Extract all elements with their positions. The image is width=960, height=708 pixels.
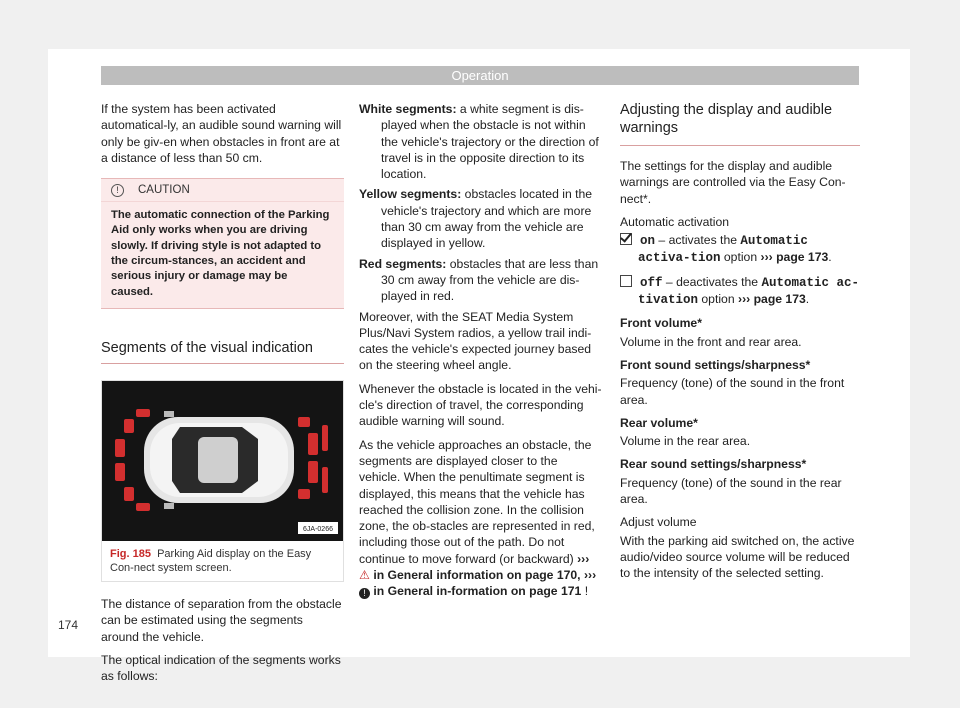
figure-caption — [102, 541, 343, 581]
ref-page-173[interactable]: page 173 — [776, 250, 829, 265]
intro-paragraph: If the system has been activated automatical-ly, an audible sound warning will only be giv-en when obstacles in front are at a distance of less than 50 cm. — [101, 102, 342, 165]
rear-volume-text: Volume in the rear area. — [620, 434, 751, 449]
paragraph-audible: Whenever the obstacle is located in the vehi-cle's direction of travel, the corresponding audible warning will sound. — [359, 381, 602, 429]
red-term: Red segments: — [359, 256, 447, 271]
option-off: off – deactivates the Automatic ac-tivation option ››› page 173. — [620, 274, 860, 309]
paragraph-settings: The settings for the display and audible warnings are controlled via the Easy Con-nect*. — [620, 159, 846, 206]
caution-label: CAUTION — [138, 184, 190, 197]
paragraph-optical: The optical indication of the segments works as follows: — [101, 652, 341, 684]
adjust-volume-label: Adjust volume — [620, 515, 697, 530]
figure-code: 6JA-0266 — [303, 525, 333, 533]
front-volume-text: Volume in the front and rear area. — [620, 334, 802, 349]
paragraph-distance: The distance of separation from the obstacle can be estimated using the segments around the vehicle. — [101, 596, 342, 644]
car-top-view-icon — [144, 411, 294, 509]
section-title-adjusting: Adjusting the display and audible warnings — [620, 101, 860, 146]
caution-header — [101, 179, 344, 202]
column-3 — [620, 101, 860, 589]
rear-sound-label: Rear sound settings/sharpness* — [620, 457, 807, 472]
white-term: White segments: — [359, 102, 457, 116]
column-2 — [359, 101, 602, 607]
rear-volume-label: Rear volume* — [620, 415, 698, 430]
ref-general-171[interactable]: in General in-formation on page 171 — [373, 584, 582, 599]
figure-caption-text: Parking Aid display on the Easy Con-nect system screen. — [110, 547, 312, 574]
ref-arrow-2: ››› — [583, 568, 597, 583]
automatic-activation-label: Automatic activation — [620, 214, 730, 229]
figure-185 — [101, 380, 344, 582]
white-segments-def: White segments: a white segment is dis-played when the obstacle is not within the vehicle's trajectory or the direction of travel is in the opposite direction to its location. — [359, 102, 599, 182]
front-volume-label: Front volume* — [620, 316, 702, 331]
unchecked-box-icon — [620, 275, 632, 287]
option-on: on – activates the Automatic activa-tion option ››› page 173. — [620, 232, 860, 267]
column-1 — [101, 101, 344, 691]
front-sound-text: Frequency (tone) of the sound in the front area. — [620, 376, 845, 407]
figure-label: Fig. 185 — [110, 547, 151, 560]
paragraph-collision: As the vehicle approaches an obstacle, the segments are displayed closer to the vehicle. When the penultimate segment is displayed, this means that the vehicle has reached the collision zone. In the collision zone, the ob-stacles are represented in red, including those out of the path. Do not continue to move forward (or backward) ››› ⚠ in General information on page 170, ››› ! in General in-formation on page 171 ! — [359, 437, 597, 599]
caution-box — [101, 178, 344, 309]
ref-page-173-b[interactable]: page 173 — [753, 292, 806, 307]
adjust-volume-text: With the parking aid switched on, the active audio/video source volume will be reduced to the intensity of the selected setting. — [620, 533, 855, 581]
page-number: 174 — [58, 618, 79, 632]
section-title: Segments of the visual indication — [101, 339, 344, 364]
ref-general-170[interactable]: in General information on page 170, — [373, 568, 581, 583]
front-sound-label: Front sound settings/sharpness* — [620, 357, 811, 372]
parking-aid-image — [102, 381, 343, 541]
ref-arrow: ››› — [577, 551, 590, 566]
red-segments-def: Red segments: obstacles that are less than 30 cm away from the vehicle are dis-played in red. — [359, 256, 599, 304]
page-header: Operation — [101, 66, 859, 85]
rear-sound-text: Frequency (tone) of the sound in the rear area. — [620, 475, 842, 507]
caution-icon: ! — [111, 184, 124, 197]
caution-text: The automatic connection of the Parking Aid only works when you are driving slowly. If driving style is not adapted to the circum-stances, an accident and serious injury or damage may be caused. — [111, 209, 330, 298]
warning-triangle-icon: ⚠ — [359, 568, 370, 583]
checked-box-icon — [620, 233, 632, 245]
info-icon: ! — [359, 588, 370, 599]
yellow-segments-def: Yellow segments: obstacles located in the vehicle's trajectory and which are more than 30 cm away from the vehicle are displayed in yellow. — [359, 187, 593, 251]
yellow-term: Yellow segments: — [359, 187, 462, 202]
paragraph-trail: Moreover, with the SEAT Media System Plus/Navi System radios, a yellow trail indi-cates the vehicle's expected journey based on the steering wheel angle. — [359, 309, 592, 373]
